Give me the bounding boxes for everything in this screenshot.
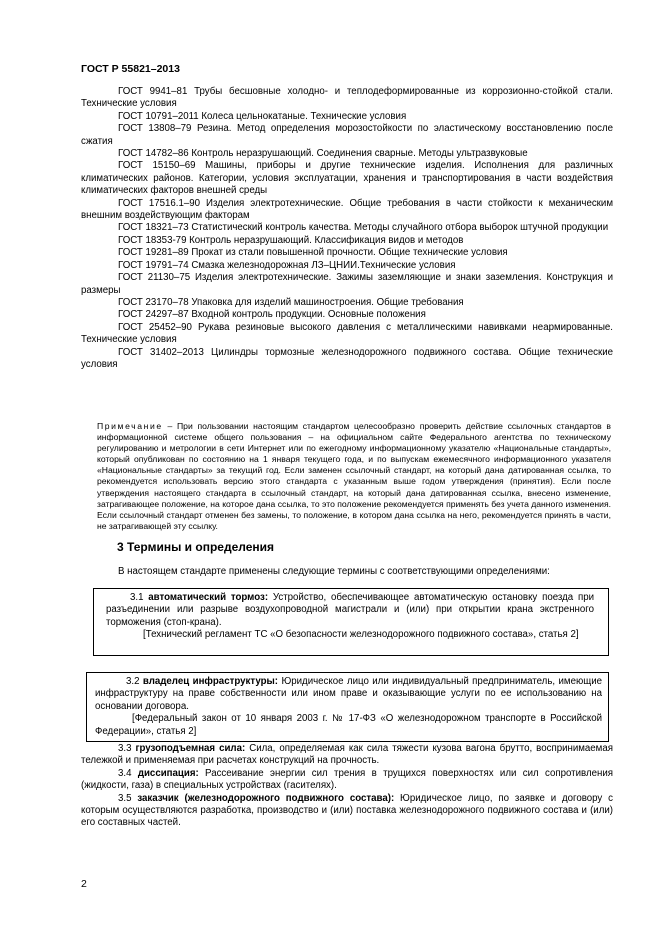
reference-item: ГОСТ 13808–79 Резина. Метод определения морозостойкости по эластическому восстановлению после сжатия xyxy=(81,123,613,147)
terms-list xyxy=(81,743,613,830)
references-list xyxy=(81,86,613,371)
reference-item: ГОСТ 10791–2011 Колеса цельнокатаные. Технические условия xyxy=(118,110,407,122)
term-number: 3.1 xyxy=(130,592,144,603)
term-number: 3.2 xyxy=(126,676,140,687)
term-definition: Рассеивание энергии сил трения в трущихся поверхностях или сил сопротивления (жидкости, газа) в специальных устройствах (гасителях). xyxy=(81,767,613,792)
term-reference: [Технический регламент ТС «О безопасности железнодорожного подвижного состава», статья 2] xyxy=(143,629,579,641)
section-intro xyxy=(81,566,613,578)
term-3-5 xyxy=(81,793,613,830)
term-number: 3.4 xyxy=(118,767,132,779)
term-number: 3.3 xyxy=(118,743,132,754)
reference-item: ГОСТ 18353-79 Контроль неразрушающий. Классификация видов и методов xyxy=(118,234,464,246)
term-box-3-2 xyxy=(86,672,609,742)
term-reference: [Федеральный закон от 10 января 2003 г. № 17-ФЗ «О железнодорожном транспорте в Российской Федерации», статья 2] xyxy=(95,713,602,737)
page-number: 2 xyxy=(81,878,87,890)
term-name: автоматический тормоз: xyxy=(148,592,269,603)
reference-item: ГОСТ 18321–73 Статистический контроль качества. Методы случайного отбора выборок штучной продукции xyxy=(118,222,609,234)
term-definition: Юридическое лицо, по заявке и договору с которым осуществляются разработка, производство и (или) поставка железнодорожного подвижного состава и (или) его составных частей. xyxy=(81,792,613,829)
note-paragraph xyxy=(97,421,611,532)
note-lead: Примечание xyxy=(97,421,163,431)
reference-item: ГОСТ 14782–86 Контроль неразрушающий. Соединения сварные. Методы ультразвуковые xyxy=(118,148,528,160)
term-number: 3.5 xyxy=(118,792,132,804)
term-box-3-1 xyxy=(93,588,609,656)
reference-item: ГОСТ 31402–2013 Цилиндры тормозные железнодорожного подвижного состава. Общие технические условия xyxy=(81,346,613,370)
note-text: – При пользовании настоящим стандартом целесообразно проверить действие ссылочных стандартов в информационной системе общего пользования – на официальном сайте Федерального агентства по техническому регулированию и метрологии в сети Интернет или по ежегодному информационному указателю «Национальные стандарты», который опубликован по состоянию на 1 января текущего года, и по выпускам ежемесячного информационного указателя «Национальные стандарты» за текущий год. Если заменен ссылочный стандарт, на который дана датированная ссылка, то рекомендуется использовать версию этого стандарта с указанным выше годом утверждения (принятия). Если после утверждения настоящего стандарта в ссылочный стандарт, на который дана датированная ссылка, внесено изменение, затрагивающее положение, на которое дана ссылка, то это положение рекомендуется применять без учета данного изменения. Если ссылочный стандарт отменен без замены, то положение, в котором дана ссылка на него, рекомендуется принять в части, не затрагивающей эту ссылку. xyxy=(97,421,611,531)
term-definition: Устройство, обеспечивающее автоматическую остановку поезда при разъединении или разрыве воздухопроводной магистрали и (или) при открытии крана экстренного торможения (стоп-крана). xyxy=(106,592,594,628)
term-3-3 xyxy=(81,743,613,768)
term-3-2 xyxy=(95,676,602,713)
term-name: грузоподъемная сила: xyxy=(135,743,246,754)
reference-item: ГОСТ 15150–69 Машины, приборы и другие технические изделия. Исполнения для различных климатических районов. Категории, условия эксплуатации, хранения и транспортирования в части воздействия климатических факторов внешней среды xyxy=(81,160,613,197)
term-3-1 xyxy=(106,592,594,629)
reference-item: ГОСТ 19791–74 Смазка железнодорожная ЛЗ–ЦНИИ.Технические условия xyxy=(118,259,456,271)
section-title: 3 Термины и определения xyxy=(117,540,275,554)
reference-item: ГОСТ 24297–87 Входной контроль продукции. Основные положения xyxy=(118,309,426,321)
reference-item: ГОСТ 25452–90 Рукава резиновые высокого давления с металлическими навивками неармированные. Технические условия xyxy=(81,321,613,346)
reference-item: ГОСТ 19281–89 Прокат из стали повышенной прочности. Общие технические условия xyxy=(118,247,508,259)
term-name: диссипация: xyxy=(137,767,199,779)
reference-item: ГОСТ 21130–75 Изделия электротехнические. Зажимы заземляющие и знаки заземления. Конструкция и размеры xyxy=(81,272,613,296)
intro-text: В настоящем стандарте применены следующие термины с соответствующими определениями: xyxy=(118,566,550,577)
term-3-4 xyxy=(81,768,613,793)
reference-item: ГОСТ 17516.1–90 Изделия электротехнические. Общие требования в части стойкости к механическим внешним воздействующим факторам xyxy=(81,197,613,222)
term-name: владелец инфраструктуры: xyxy=(142,676,279,687)
document-header: ГОСТ Р 55821–2013 xyxy=(81,63,180,75)
term-name: заказчик (железнодорожного подвижного состава): xyxy=(137,792,395,804)
reference-item: ГОСТ 9941–81 Трубы бесшовные холодно- и теплодеформированные из коррозионно-стойкой стали. Технические условия xyxy=(81,86,613,110)
term-definition: Сила, определяемая как сила тяжести кузова вагона брутто, воспринимаемая тележкой и применяемая при расчетах конструкций на прочность. xyxy=(81,743,613,767)
reference-item: ГОСТ 23170–78 Упаковка для изделий машиностроения. Общие требования xyxy=(118,296,464,308)
term-definition: Юридическое лицо или индивидуальный предприниматель, имеющие инфраструктуру на праве собственности или ином праве и оказывающие услуги по ее использованию на основании договора. xyxy=(95,676,602,712)
